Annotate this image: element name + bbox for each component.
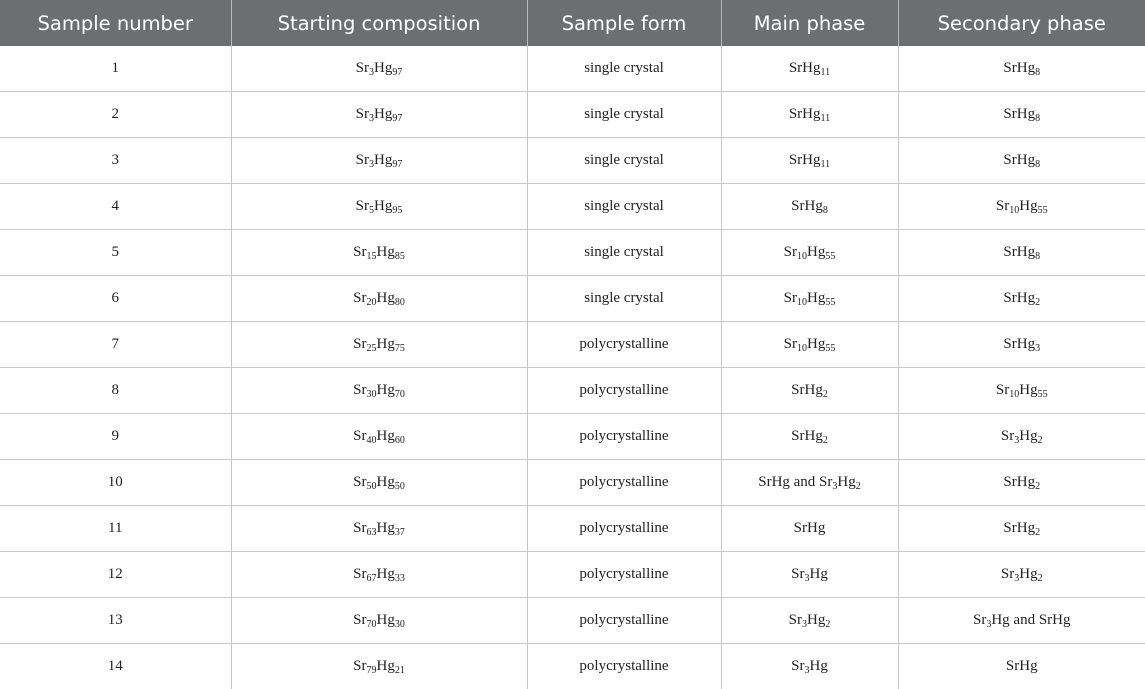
- cell-main-phase: [721, 322, 898, 368]
- formula-subscript: 15: [367, 251, 377, 262]
- formula-element: Hg: [377, 290, 395, 306]
- table-row: [0, 230, 1145, 276]
- formula-subscript: 67: [367, 573, 377, 584]
- formula-element: Sr: [356, 60, 369, 76]
- formula-element: SrHg and Sr: [758, 474, 832, 490]
- formula-subscript: 40: [367, 435, 377, 446]
- formula-element: Hg: [377, 612, 395, 628]
- cell-starting-composition: [231, 644, 527, 689]
- cell-secondary-phase: [898, 276, 1145, 322]
- formula-subscript: 3: [369, 67, 374, 78]
- formula-subscript: 3: [986, 619, 991, 630]
- formula-subscript: 25: [367, 343, 377, 354]
- formula-subscript: 2: [1038, 435, 1043, 446]
- formula-element: Sr: [784, 290, 797, 306]
- formula-subscript: 2: [1038, 573, 1043, 584]
- header-secondary-phase: Secondary phase: [898, 0, 1145, 46]
- formula-subscript: 80: [395, 297, 405, 308]
- formula-element: SrHg: [791, 198, 823, 214]
- formula-subscript: 21: [395, 665, 405, 676]
- cell-secondary-phase: [898, 138, 1145, 184]
- formula-element: Sr: [1001, 566, 1014, 582]
- formula-subscript: 11: [821, 113, 831, 124]
- formula-element: Hg: [374, 198, 392, 214]
- formula-element: Hg: [807, 612, 825, 628]
- header-main-phase: Main phase: [721, 0, 898, 46]
- table-row: [0, 460, 1145, 506]
- cell-secondary-phase: [898, 598, 1145, 644]
- formula-element: Sr: [996, 382, 1009, 398]
- table-row: [0, 368, 1145, 414]
- formula-subscript: 85: [395, 251, 405, 262]
- cell-starting-composition: [231, 92, 527, 138]
- formula-element: Hg: [377, 382, 395, 398]
- formula-subscript: 3: [805, 665, 810, 676]
- formula-subscript: 8: [1035, 67, 1040, 78]
- formula-subscript: 5: [369, 205, 374, 216]
- formula-subscript: 20: [367, 297, 377, 308]
- formula-subscript: 3: [802, 619, 807, 630]
- cell-secondary-phase: [898, 368, 1145, 414]
- cell-sample-number: 8: [0, 368, 231, 414]
- cell-sample-number: 10: [0, 460, 231, 506]
- formula-subscript: 33: [395, 573, 405, 584]
- formula-subscript: 3: [1014, 573, 1019, 584]
- formula-element: Hg: [377, 336, 395, 352]
- formula-element: Hg: [807, 336, 825, 352]
- cell-main-phase: [721, 644, 898, 689]
- formula-element: Hg: [377, 244, 395, 260]
- formula-element: Sr: [356, 152, 369, 168]
- formula-subscript: 3: [832, 481, 837, 492]
- cell-sample-form: single crystal: [527, 184, 721, 230]
- formula-subscript: 10: [797, 251, 807, 262]
- cell-sample-form: polycrystalline: [527, 644, 721, 689]
- cell-main-phase: [721, 46, 898, 92]
- cell-main-phase: [721, 414, 898, 460]
- cell-sample-form: polycrystalline: [527, 322, 721, 368]
- formula-element: Hg: [1019, 198, 1037, 214]
- cell-sample-form: polycrystalline: [527, 506, 721, 552]
- formula-subscript: 8: [1035, 113, 1040, 124]
- table-row: [0, 46, 1145, 92]
- cell-sample-form: single crystal: [527, 276, 721, 322]
- cell-sample-number: 6: [0, 276, 231, 322]
- formula-subscript: 97: [392, 159, 402, 170]
- formula-subscript: 55: [825, 343, 835, 354]
- formula-element: Sr: [791, 566, 804, 582]
- table-row: [0, 92, 1145, 138]
- cell-sample-number: 13: [0, 598, 231, 644]
- cell-starting-composition: [231, 230, 527, 276]
- table-row: [0, 184, 1145, 230]
- cell-secondary-phase: [898, 184, 1145, 230]
- formula-element: Hg: [807, 244, 825, 260]
- cell-main-phase: [721, 506, 898, 552]
- formula-subscript: 95: [392, 205, 402, 216]
- header-row: [0, 0, 1145, 46]
- formula-subscript: 37: [395, 527, 405, 538]
- formula-subscript: 50: [395, 481, 405, 492]
- cell-starting-composition: [231, 276, 527, 322]
- cell-secondary-phase: [898, 506, 1145, 552]
- formula-element: Sr: [353, 658, 366, 674]
- formula-subscript: 70: [367, 619, 377, 630]
- cell-sample-form: polycrystalline: [527, 598, 721, 644]
- formula-element: Sr: [356, 198, 369, 214]
- table-body: [0, 46, 1145, 689]
- cell-sample-number: 5: [0, 230, 231, 276]
- formula-element: Sr: [789, 612, 802, 628]
- cell-sample-number: 7: [0, 322, 231, 368]
- cell-sample-form: polycrystalline: [527, 460, 721, 506]
- cell-main-phase: [721, 460, 898, 506]
- formula-element: SrHg: [1003, 290, 1035, 306]
- cell-sample-form: single crystal: [527, 230, 721, 276]
- formula-element: SrHg: [789, 60, 821, 76]
- formula-subscript: 10: [1009, 389, 1019, 400]
- cell-starting-composition: [231, 414, 527, 460]
- cell-sample-number: 4: [0, 184, 231, 230]
- cell-secondary-phase: [898, 46, 1145, 92]
- cell-sample-form: polycrystalline: [527, 414, 721, 460]
- cell-secondary-phase: [898, 460, 1145, 506]
- formula-subscript: 10: [1009, 205, 1019, 216]
- formula-subscript: 2: [823, 389, 828, 400]
- formula-element: SrHg: [791, 382, 823, 398]
- formula-element: Hg: [377, 428, 395, 444]
- formula-element: Sr: [996, 198, 1009, 214]
- table-row: [0, 138, 1145, 184]
- formula-element: SrHg: [794, 520, 826, 536]
- cell-secondary-phase: [898, 414, 1145, 460]
- formula-subscript: 30: [367, 389, 377, 400]
- cell-main-phase: [721, 552, 898, 598]
- formula-subscript: 11: [821, 67, 831, 78]
- formula-subscript: 63: [367, 527, 377, 538]
- formula-subscript: 30: [395, 619, 405, 630]
- cell-sample-number: 1: [0, 46, 231, 92]
- cell-secondary-phase: [898, 644, 1145, 689]
- formula-element: Hg: [1019, 566, 1037, 582]
- cell-sample-form: single crystal: [527, 92, 721, 138]
- cell-sample-form: polycrystalline: [527, 368, 721, 414]
- formula-subscript: 2: [823, 435, 828, 446]
- formula-element: SrHg: [1003, 106, 1035, 122]
- formula-subscript: 50: [367, 481, 377, 492]
- formula-element: Hg: [377, 658, 395, 674]
- cell-sample-form: single crystal: [527, 46, 721, 92]
- formula-subscript: 2: [856, 481, 861, 492]
- formula-subscript: 97: [392, 67, 402, 78]
- cell-starting-composition: [231, 552, 527, 598]
- formula-subscript: 10: [797, 343, 807, 354]
- cell-starting-composition: [231, 368, 527, 414]
- formula-element: Sr: [353, 474, 366, 490]
- cell-starting-composition: [231, 598, 527, 644]
- formula-subscript: 8: [1035, 251, 1040, 262]
- formula-subscript: 60: [395, 435, 405, 446]
- formula-element: Sr: [353, 566, 366, 582]
- formula-subscript: 55: [1038, 205, 1048, 216]
- cell-starting-composition: [231, 506, 527, 552]
- formula-element: Hg: [807, 290, 825, 306]
- formula-subscript: 55: [825, 251, 835, 262]
- formula-subscript: 3: [1014, 435, 1019, 446]
- formula-subscript: 10: [797, 297, 807, 308]
- cell-main-phase: [721, 92, 898, 138]
- formula-element: Hg: [377, 520, 395, 536]
- formula-subscript: 2: [1035, 297, 1040, 308]
- cell-sample-form: single crystal: [527, 138, 721, 184]
- cell-sample-number: 14: [0, 644, 231, 689]
- table-row: [0, 598, 1145, 644]
- formula-element: SrHg: [789, 152, 821, 168]
- formula-element: Hg: [374, 106, 392, 122]
- table-row: [0, 506, 1145, 552]
- formula-element: Sr: [356, 106, 369, 122]
- formula-element: Hg: [837, 474, 855, 490]
- table-row: [0, 276, 1145, 322]
- formula-subscript: 55: [1038, 389, 1048, 400]
- formula-element: Hg and SrHg: [991, 612, 1070, 628]
- formula-element: Hg: [810, 566, 828, 582]
- cell-sample-number: 11: [0, 506, 231, 552]
- formula-element: SrHg: [1003, 152, 1035, 168]
- formula-element: Sr: [353, 382, 366, 398]
- formula-element: Sr: [1001, 428, 1014, 444]
- cell-sample-number: 2: [0, 92, 231, 138]
- formula-element: Sr: [784, 336, 797, 352]
- header-starting-composition: Starting composition: [231, 0, 527, 46]
- header-sample-form: Sample form: [527, 0, 721, 46]
- formula-element: Hg: [377, 566, 395, 582]
- formula-subscript: 3: [1035, 343, 1040, 354]
- cell-starting-composition: [231, 322, 527, 368]
- formula-element: Sr: [784, 244, 797, 260]
- formula-subscript: 70: [395, 389, 405, 400]
- formula-element: Sr: [353, 520, 366, 536]
- formula-subscript: 2: [1035, 527, 1040, 538]
- formula-element: SrHg: [1003, 336, 1035, 352]
- cell-main-phase: [721, 598, 898, 644]
- formula-element: SrHg: [791, 428, 823, 444]
- cell-secondary-phase: [898, 552, 1145, 598]
- formula-element: Hg: [1019, 428, 1037, 444]
- table-row: [0, 322, 1145, 368]
- table-row: [0, 644, 1145, 689]
- formula-element: Sr: [353, 290, 366, 306]
- formula-element: Sr: [353, 336, 366, 352]
- cell-main-phase: [721, 276, 898, 322]
- cell-sample-number: 3: [0, 138, 231, 184]
- formula-element: SrHg: [1003, 244, 1035, 260]
- formula-element: Sr: [353, 612, 366, 628]
- formula-subscript: 8: [823, 205, 828, 216]
- cell-secondary-phase: [898, 322, 1145, 368]
- formula-element: Hg: [810, 658, 828, 674]
- formula-element: Hg: [374, 152, 392, 168]
- formula-subscript: 3: [805, 573, 810, 584]
- cell-main-phase: [721, 138, 898, 184]
- cell-starting-composition: [231, 184, 527, 230]
- cell-starting-composition: [231, 138, 527, 184]
- formula-element: SrHg: [1003, 474, 1035, 490]
- formula-subscript: 75: [395, 343, 405, 354]
- formula-element: Hg: [1019, 382, 1037, 398]
- formula-subscript: 11: [821, 159, 831, 170]
- formula-element: Hg: [377, 474, 395, 490]
- cell-secondary-phase: [898, 230, 1145, 276]
- cell-sample-form: polycrystalline: [527, 552, 721, 598]
- cell-secondary-phase: [898, 92, 1145, 138]
- header-sample-number: Sample number: [0, 0, 231, 46]
- formula-element: SrHg: [1003, 520, 1035, 536]
- formula-subscript: 8: [1035, 159, 1040, 170]
- formula-subscript: 2: [1035, 481, 1040, 492]
- formula-subscript: 55: [825, 297, 835, 308]
- formula-element: SrHg: [1006, 658, 1038, 674]
- cell-starting-composition: [231, 46, 527, 92]
- cell-sample-number: 12: [0, 552, 231, 598]
- table-row: [0, 552, 1145, 598]
- formula-element: Sr: [353, 428, 366, 444]
- formula-element: SrHg: [789, 106, 821, 122]
- formula-subscript: 3: [369, 113, 374, 124]
- cell-sample-number: 9: [0, 414, 231, 460]
- formula-subscript: 79: [367, 665, 377, 676]
- cell-main-phase: [721, 184, 898, 230]
- cell-main-phase: [721, 230, 898, 276]
- cell-starting-composition: [231, 460, 527, 506]
- formula-element: Sr: [353, 244, 366, 260]
- formula-element: SrHg: [1003, 60, 1035, 76]
- cell-main-phase: [721, 368, 898, 414]
- formula-element: Sr: [791, 658, 804, 674]
- formula-subscript: 3: [369, 159, 374, 170]
- formula-subscript: 2: [825, 619, 830, 630]
- formula-subscript: 97: [392, 113, 402, 124]
- formula-element: Sr: [973, 612, 986, 628]
- table-row: [0, 414, 1145, 460]
- formula-element: Hg: [374, 60, 392, 76]
